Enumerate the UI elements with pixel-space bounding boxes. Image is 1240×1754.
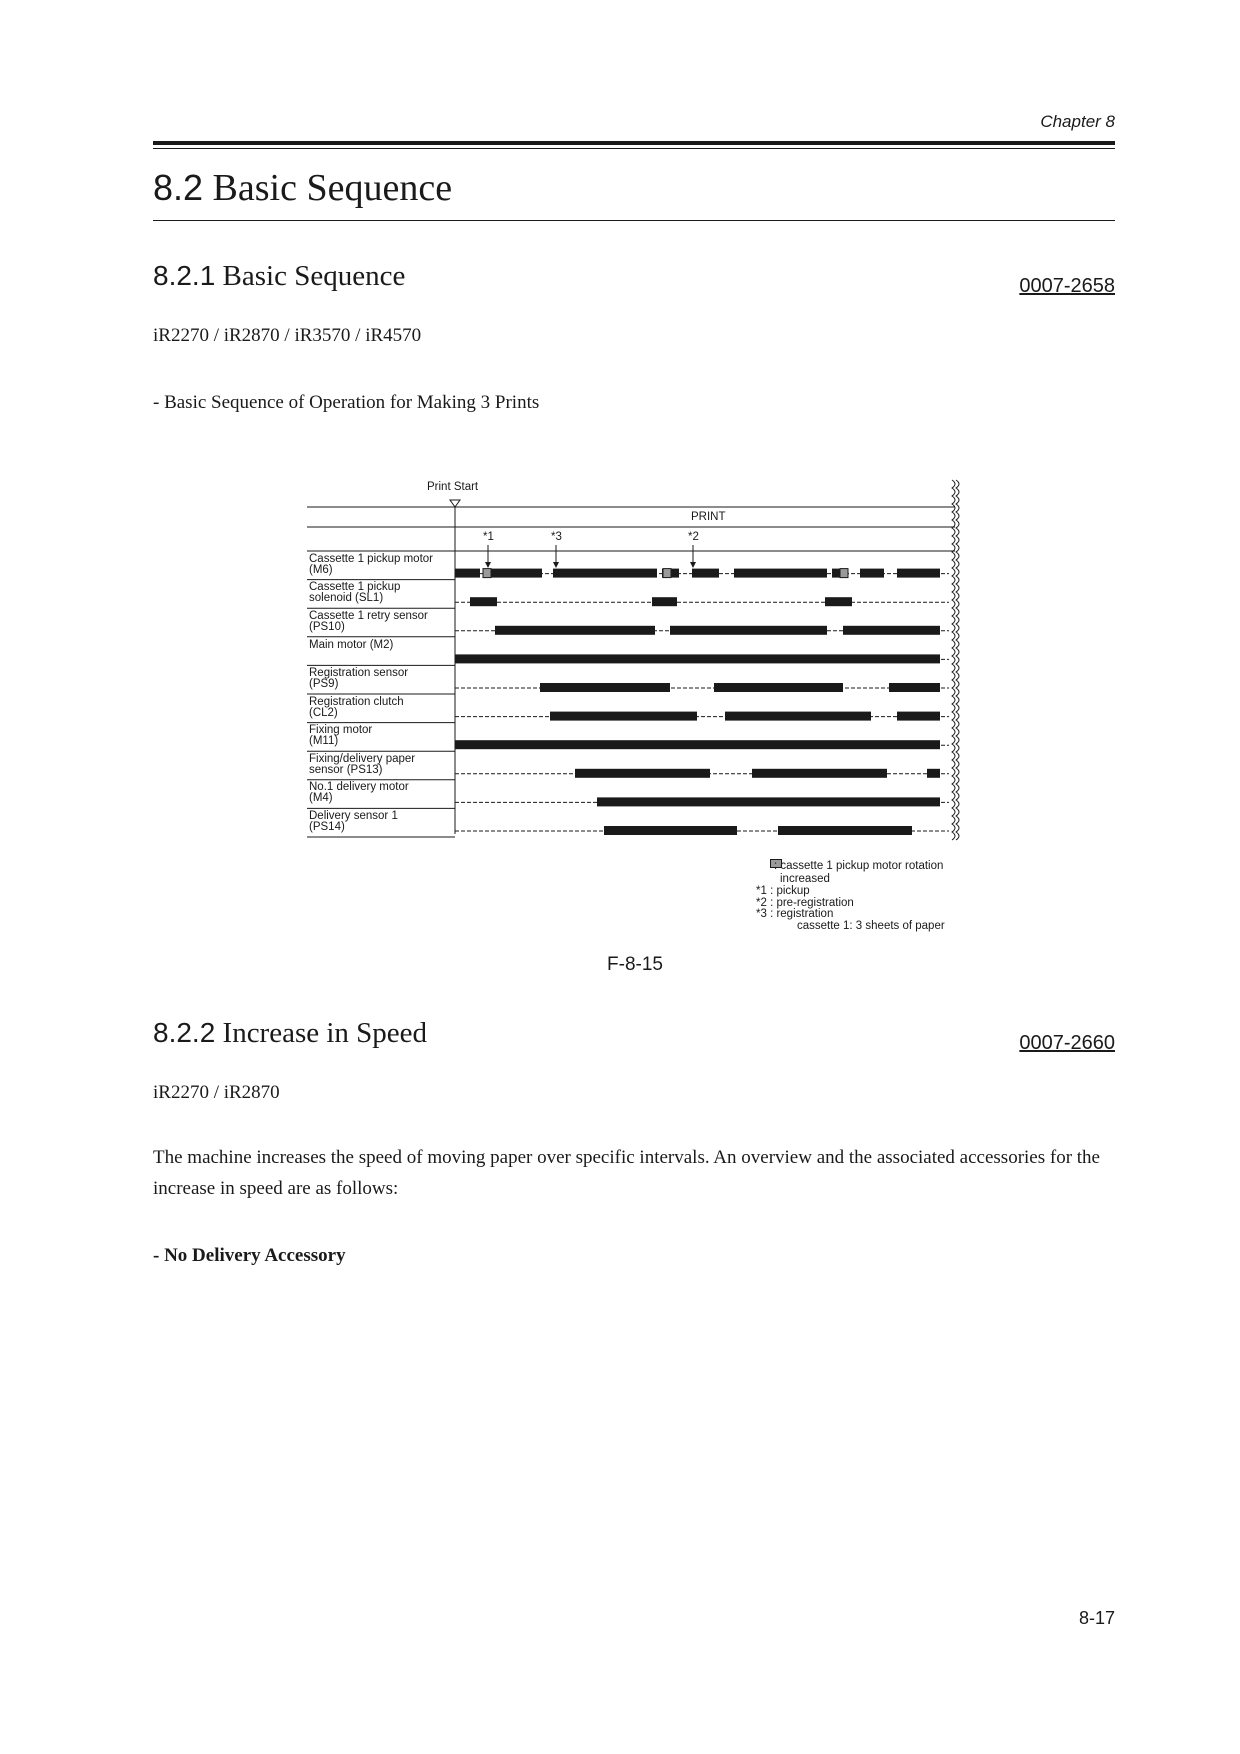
signal-on-bar [843, 626, 940, 635]
chapter-label: Chapter 8 [1040, 112, 1115, 131]
signal-on-bar [652, 597, 677, 606]
signal-on-bar [495, 626, 655, 635]
signal-on-bar [485, 569, 542, 578]
signal-on-bar [825, 597, 852, 606]
print-label: PRINT [691, 511, 726, 523]
signal-on-bar [455, 654, 940, 663]
doc-code-2[interactable]: 0007-2660 [1019, 1032, 1115, 1054]
signal-on-bar [455, 740, 940, 749]
subsection-title-2: Increase in Speed [222, 1017, 428, 1049]
legend-note-3: *3 : registration [756, 908, 834, 920]
print-start-triangle-icon [450, 500, 460, 507]
marker-2-label: *2 [688, 531, 699, 543]
signal-on-bar [550, 712, 697, 721]
header-rule-thick [153, 141, 1115, 145]
signal-on-bar [604, 826, 737, 835]
figure-intro: - Basic Sequence of Operation for Making 3 Prints [153, 392, 540, 413]
subsection-title-1: Basic Sequence [222, 260, 406, 292]
figure-id: F-8-15 [607, 954, 663, 975]
legend-rotation-2: increased [780, 873, 830, 885]
subsection-heading-1 [153, 260, 405, 293]
signal-on-bar [692, 569, 719, 578]
signal-on-bar [714, 683, 843, 692]
marker-2-arrow-icon [690, 562, 696, 568]
marker-3-arrow-icon [553, 562, 559, 568]
signal-on-bar [670, 626, 827, 635]
signal-label-m4: No.1 delivery motor (M4) [309, 781, 409, 804]
signal-on-bar [540, 683, 670, 692]
rotation-increased-marker [840, 569, 848, 578]
signal-on-bar [778, 826, 912, 835]
marker-1-label: *1 [483, 531, 494, 543]
legend-note-1: *1 : pickup [756, 885, 810, 897]
section-heading [153, 166, 452, 210]
timing-chart [300, 470, 980, 940]
signal-on-bar [752, 769, 887, 778]
signal-label-ps14: Delivery sensor 1 (PS14) [309, 810, 398, 833]
signal-label-sl1: Cassette 1 pickup solenoid (SL1) [309, 581, 401, 604]
model-list-2: iR2270 / iR2870 [153, 1082, 280, 1103]
signal-on-bar [455, 569, 480, 578]
legend-rotation-1: : cassette 1 pickup motor rotation [774, 860, 944, 872]
legend-paper: cassette 1: 3 sheets of paper [797, 920, 945, 932]
doc-code-1[interactable]: 0007-2658 [1019, 275, 1115, 297]
section-rule [153, 220, 1115, 221]
signal-on-bar [470, 597, 497, 606]
marker-3-label: *3 [551, 531, 562, 543]
signal-label-m2: Main motor (M2) [309, 639, 394, 651]
section-number: 8.2 [153, 167, 204, 208]
model-list-1: iR2270 / iR2870 / iR3570 / iR4570 [153, 325, 422, 346]
signal-on-bar [575, 769, 710, 778]
break-line [956, 480, 959, 840]
signal-on-bar [927, 769, 940, 778]
signal-on-bar [734, 569, 827, 578]
signal-on-bar [725, 712, 871, 721]
page-number: 8-17 [1078, 1608, 1115, 1628]
sub-heading-no-delivery: - No Delivery Accessory [153, 1245, 346, 1266]
rotation-increased-marker [483, 569, 491, 578]
signal-on-bar [897, 569, 940, 578]
signal-label-m6: Cassette 1 pickup motor (M6) [309, 553, 434, 576]
signal-on-bar [597, 797, 940, 806]
signal-on-bar [897, 712, 940, 721]
break-line [952, 480, 955, 840]
header-rule-thin [153, 148, 1115, 149]
signal-label-cl2: Registration clutch (CL2) [309, 696, 404, 719]
subsection-number-2: 8.2.2 [153, 1017, 216, 1048]
subsection-heading-2 [153, 1017, 427, 1050]
body-paragraph: The machine increases the speed of moving paper over specific intervals. An overview and the associated accessories for the increase in speed are as follows: [153, 1147, 1100, 1199]
signal-on-bar [553, 569, 657, 578]
legend-note-2: *2 : pre-registration [756, 897, 854, 909]
rotation-increased-marker [663, 569, 671, 578]
signal-on-bar [860, 569, 884, 578]
signal-label-ps10: Cassette 1 retry sensor (PS10) [309, 610, 428, 633]
marker-1-arrow-icon [485, 562, 491, 568]
signal-label-ps13: Fixing/delivery paper sensor (PS13) [309, 753, 416, 776]
signal-label-ps9: Registration sensor (PS9) [309, 667, 409, 690]
print-start-label: Print Start [427, 481, 479, 493]
subsection-number-1: 8.2.1 [153, 260, 216, 291]
signal-label-m11: Fixing motor (M11) [309, 724, 373, 747]
signal-on-bar [889, 683, 940, 692]
section-title: Basic Sequence [212, 167, 453, 209]
